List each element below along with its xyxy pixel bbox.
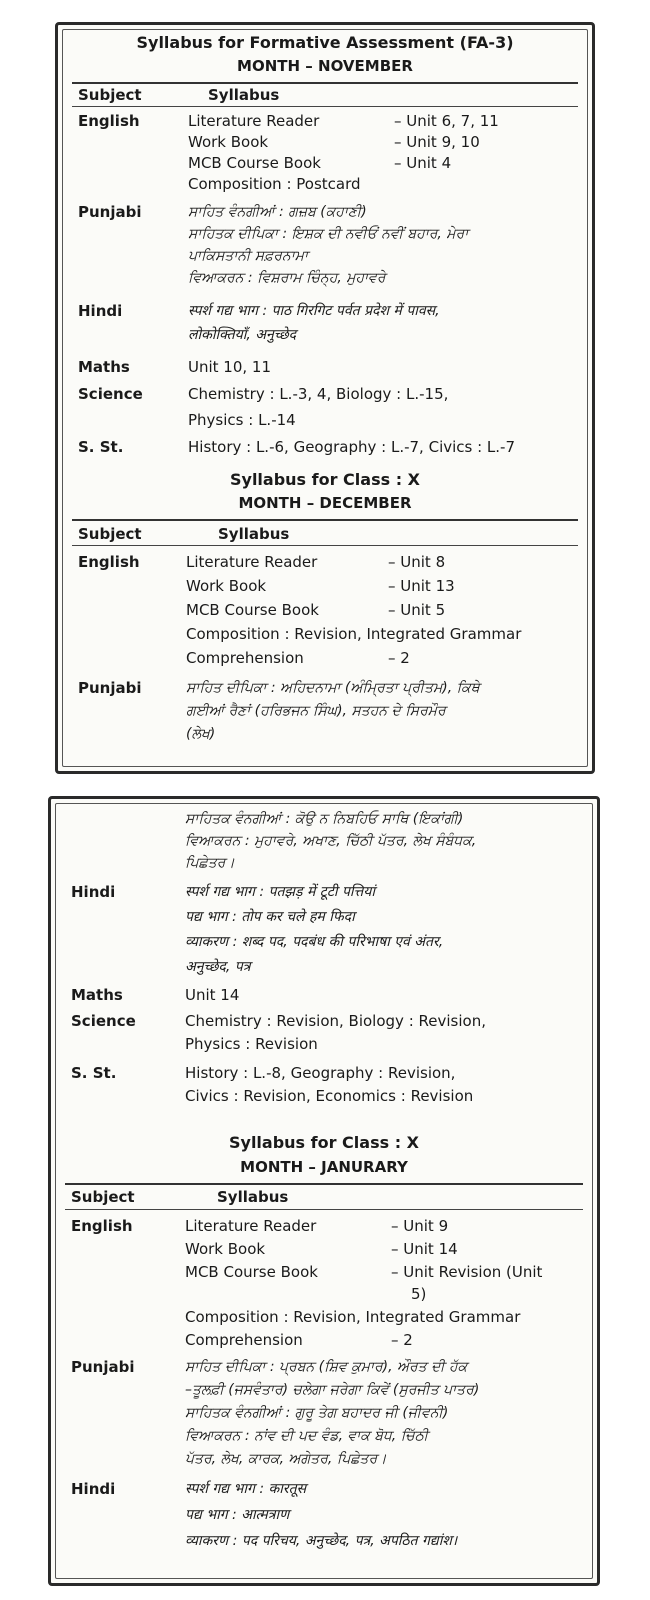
january-comprehension: Comprehension xyxy=(185,1331,303,1349)
january-subject-hindi: Hindi xyxy=(71,1480,116,1498)
january-literature-reader: Literature Reader xyxy=(185,1217,317,1235)
january-punjabi-line-1: ਸਾਹਿਤ ਦੀਪਿਕਾ : ਪ੍ਰਬਨ (ਸ਼ਿਵ ਕੁਮਾਰ), ਔਰਤ ਦੀ ਹੱਕ xyxy=(185,1359,468,1375)
january-work-book: Work Book xyxy=(185,1240,266,1258)
january-hindi-line-1: स्पर्श गद्य भाग : कारतूस xyxy=(185,1481,307,1497)
december-punjabi-line-2: ਗਈਆਂ ਰੈਣਾਂ (ਹਰਿਭਜਨ ਸਿੰਘ), ਸਤਹਨ ਦੇ ਸਿਰਮੌਰ xyxy=(186,703,446,719)
january-subject-punjabi: Punjabi xyxy=(71,1358,135,1376)
col-syllabus-header: Syllabus xyxy=(208,86,280,104)
science-line-2: Physics : L.-14 xyxy=(188,411,296,429)
subject-english: English xyxy=(78,112,140,130)
literature-reader-units: – Unit 6, 7, 11 xyxy=(394,112,499,130)
december-punjabi-line-1: ਸਾਹਿਤ ਦੀਪਿਕਾ : ਅਹਿਦਨਾਮਾ (ਅੰਮ੍ਰਿਤਾ ਪ੍ਰੀਤਮ), ਕਿਥੇ xyxy=(186,680,480,696)
january-punjabi-line-4: ਵਿਆਕਰਨ : ਨਾਂਵ ਦੀ ਪਦ ਵੰਡ, ਵਾਕ ਬੋਧ, ਚਿੱਠੀ xyxy=(185,1428,429,1444)
january-month-heading: MONTH – JANURARY xyxy=(240,1158,408,1176)
december-hindi-line-1: स्पर्श गद्य भाग : पतझड़ में टूटी पत्तियां xyxy=(185,884,375,900)
december-subject-sst: S. St. xyxy=(71,1064,117,1082)
january-header-rule xyxy=(65,1183,583,1185)
december-subject-science: Science xyxy=(71,1012,136,1030)
hindi-line-2: लोकोक्तियाँ, अनुच्छेद xyxy=(188,327,297,343)
january-punjabi-line-3: ਸਾਹਿਤਕ ਵੰਨਗੀਆਂ : ਗੁਰੂ ਤੇਗ ਬਹਾਦਰ ਜੀ (ਜੀਵਨੀ) xyxy=(185,1405,449,1421)
january-col-subject: Subject xyxy=(71,1188,135,1206)
december-comprehension-count: – 2 xyxy=(388,649,410,667)
december-composition: Composition : Revision, Integrated Grammar xyxy=(186,625,522,643)
december-literature-units: – Unit 8 xyxy=(388,553,446,571)
december-punjabi-line-6: ਪਿਛੇਤਰ। xyxy=(185,855,235,871)
january-punjabi-line-2: –ਤੂਲਫ਼ੀ (ਜਸਵੰਤਾਰ) ਚਲੇਗਾ ਜਰੇਗਾ ਕਿਵੇਂ (ਸੁਰਜੀਤ ਪਾਤਰ) xyxy=(185,1382,480,1398)
january-subject-english: English xyxy=(71,1217,133,1235)
subject-sst: S. St. xyxy=(78,438,124,456)
january-col-syllabus: Syllabus xyxy=(217,1188,289,1206)
december-col-syllabus: Syllabus xyxy=(218,525,290,543)
hindi-line-1: स्पर्श गद्य भाग : पाठ गिरगिट पर्वत प्रदेश में पावस, xyxy=(188,303,440,319)
subject-hindi: Hindi xyxy=(78,302,123,320)
january-title: Syllabus for Class : X xyxy=(228,1133,419,1152)
work-book: Work Book xyxy=(188,133,269,151)
december-subject-hindi: Hindi xyxy=(71,883,116,901)
december-work-book-units: – Unit 13 xyxy=(388,577,455,595)
december-month-heading: MONTH – DECEMBER xyxy=(238,494,412,512)
december-literature-reader: Literature Reader xyxy=(186,553,318,571)
subject-maths: Maths xyxy=(78,358,130,376)
mcb-course-book-units: – Unit 4 xyxy=(394,154,452,172)
january-punjabi-line-5: ਪੱਤਰ, ਲੇਖ, ਕਾਰਕ, ਅਗੇਤਰ, ਪਿਛੇਤਰ। xyxy=(185,1451,387,1467)
subject-science: Science xyxy=(78,385,143,403)
work-book-units: – Unit 9, 10 xyxy=(394,133,480,151)
syllabus-panel-1 xyxy=(55,22,595,774)
header-rule xyxy=(72,82,578,84)
december-hindi-line-3: व्याकरण : शब्द पद, पदबंध की परिभाषा एवं अंतर, xyxy=(185,934,444,950)
punjabi-line-4: ਵਿਆਕਰਨ : ਵਿਸ਼ਰਾਮ ਚਿੰਨ੍ਹ, ਮੁਹਾਵਰੇ xyxy=(188,270,386,286)
december-subject-maths: Maths xyxy=(71,986,123,1004)
fa3-title: Syllabus for Formative Assessment (FA-3) xyxy=(136,33,514,52)
punjabi-line-2: ਸਾਹਿਤਕ ਦੀਪਿਕਾ : ਇਸ਼ਕ ਦੀ ਨਵੀਓਂ ਨਵੀਂ ਬਹਾਰ, ਮੇਰਾ xyxy=(188,226,469,242)
literature-reader: Literature Reader xyxy=(188,112,320,130)
header-bottom-rule xyxy=(72,106,578,107)
january-work-book-units: – Unit 14 xyxy=(391,1240,458,1258)
december-hindi-line-2: पद्य भाग : तोप कर चले हम फिदा xyxy=(185,909,355,925)
maths-units: Unit 10, 11 xyxy=(188,358,272,376)
january-mcb-units: – Unit Revision (Unit xyxy=(391,1263,543,1281)
december-work-book: Work Book xyxy=(186,577,267,595)
mcb-course-book: MCB Course Book xyxy=(188,154,321,172)
december-comprehension: Comprehension xyxy=(186,649,304,667)
punjabi-line-3: ਪਾਕਿਸਤਾਨੀ ਸਫ਼ਰਨਾਮਾ xyxy=(188,248,308,264)
december-punjabi-line-4: ਸਾਹਿਤਕ ਵੰਨਗੀਆਂ : ਕੋਉ ਨ ਨਿਬਹਿਓ ਸਾਥਿ (ਇਕਾਂਗੀ) xyxy=(185,811,464,827)
syllabus-panel-2 xyxy=(48,796,600,1586)
sst-line-1: History : L.-6, Geography : L.-7, Civics : L.-7 xyxy=(188,438,516,456)
december-header-rule xyxy=(72,519,578,521)
composition: Composition : Postcard xyxy=(188,175,361,193)
january-hindi-line-2: पद्य भाग : आत्मत्राण xyxy=(185,1507,290,1523)
january-composition: Composition : Revision, Integrated Grammar xyxy=(185,1308,521,1326)
december-sst-line-1: History : L.-8, Geography : Revision, xyxy=(185,1064,456,1082)
december-science-line-2: Physics : Revision xyxy=(185,1035,318,1053)
col-subject-header: Subject xyxy=(78,86,142,104)
december-header-bottom-rule xyxy=(72,545,578,546)
science-line-1: Chemistry : L.-3, 4, Biology : L.-15, xyxy=(188,385,449,403)
december-punjabi-line-3: (ਲੇਖ) xyxy=(186,726,216,742)
january-literature-units: – Unit 9 xyxy=(391,1217,449,1235)
december-hindi-line-4: अनुच्छेद, पत्र xyxy=(185,959,251,975)
january-comprehension-count: – 2 xyxy=(391,1331,413,1349)
subject-punjabi: Punjabi xyxy=(78,203,142,221)
december-title: Syllabus for Class : X xyxy=(229,470,420,489)
december-col-subject: Subject xyxy=(78,525,142,543)
december-sst-line-2: Civics : Revision, Economics : Revision xyxy=(185,1087,474,1105)
punjabi-line-1: ਸਾਹਿਤ ਵੰਨਗੀਆਂ : ਗਜ਼ਬ (ਕਹਾਣੀ) xyxy=(188,204,367,220)
december-science-line-1: Chemistry : Revision, Biology : Revision, xyxy=(185,1012,486,1030)
december-mcb-course-book: MCB Course Book xyxy=(186,601,319,619)
november-month-heading: MONTH – NOVEMBER xyxy=(237,57,413,75)
january-mcb-units-cont: 5) xyxy=(411,1285,427,1303)
january-hindi-line-3: व्याकरण : पद परिचय, अनुच्छेद, पत्र, अपठित गद्यांश। xyxy=(185,1533,458,1549)
december-subject-english: English xyxy=(78,553,140,571)
december-punjabi-line-5: ਵਿਆਕਰਨ : ਮੁਹਾਵਰੇ, ਅਖਾਣ, ਚਿੱਠੀ ਪੱਤਰ, ਲੇਖ ਸੰਬੰਧਕ, xyxy=(185,833,477,849)
december-subject-punjabi: Punjabi xyxy=(78,679,142,697)
january-header-bottom-rule xyxy=(65,1209,583,1210)
december-maths-units: Unit 14 xyxy=(185,986,240,1004)
december-mcb-units: – Unit 5 xyxy=(388,601,446,619)
january-mcb-course-book: MCB Course Book xyxy=(185,1263,318,1281)
